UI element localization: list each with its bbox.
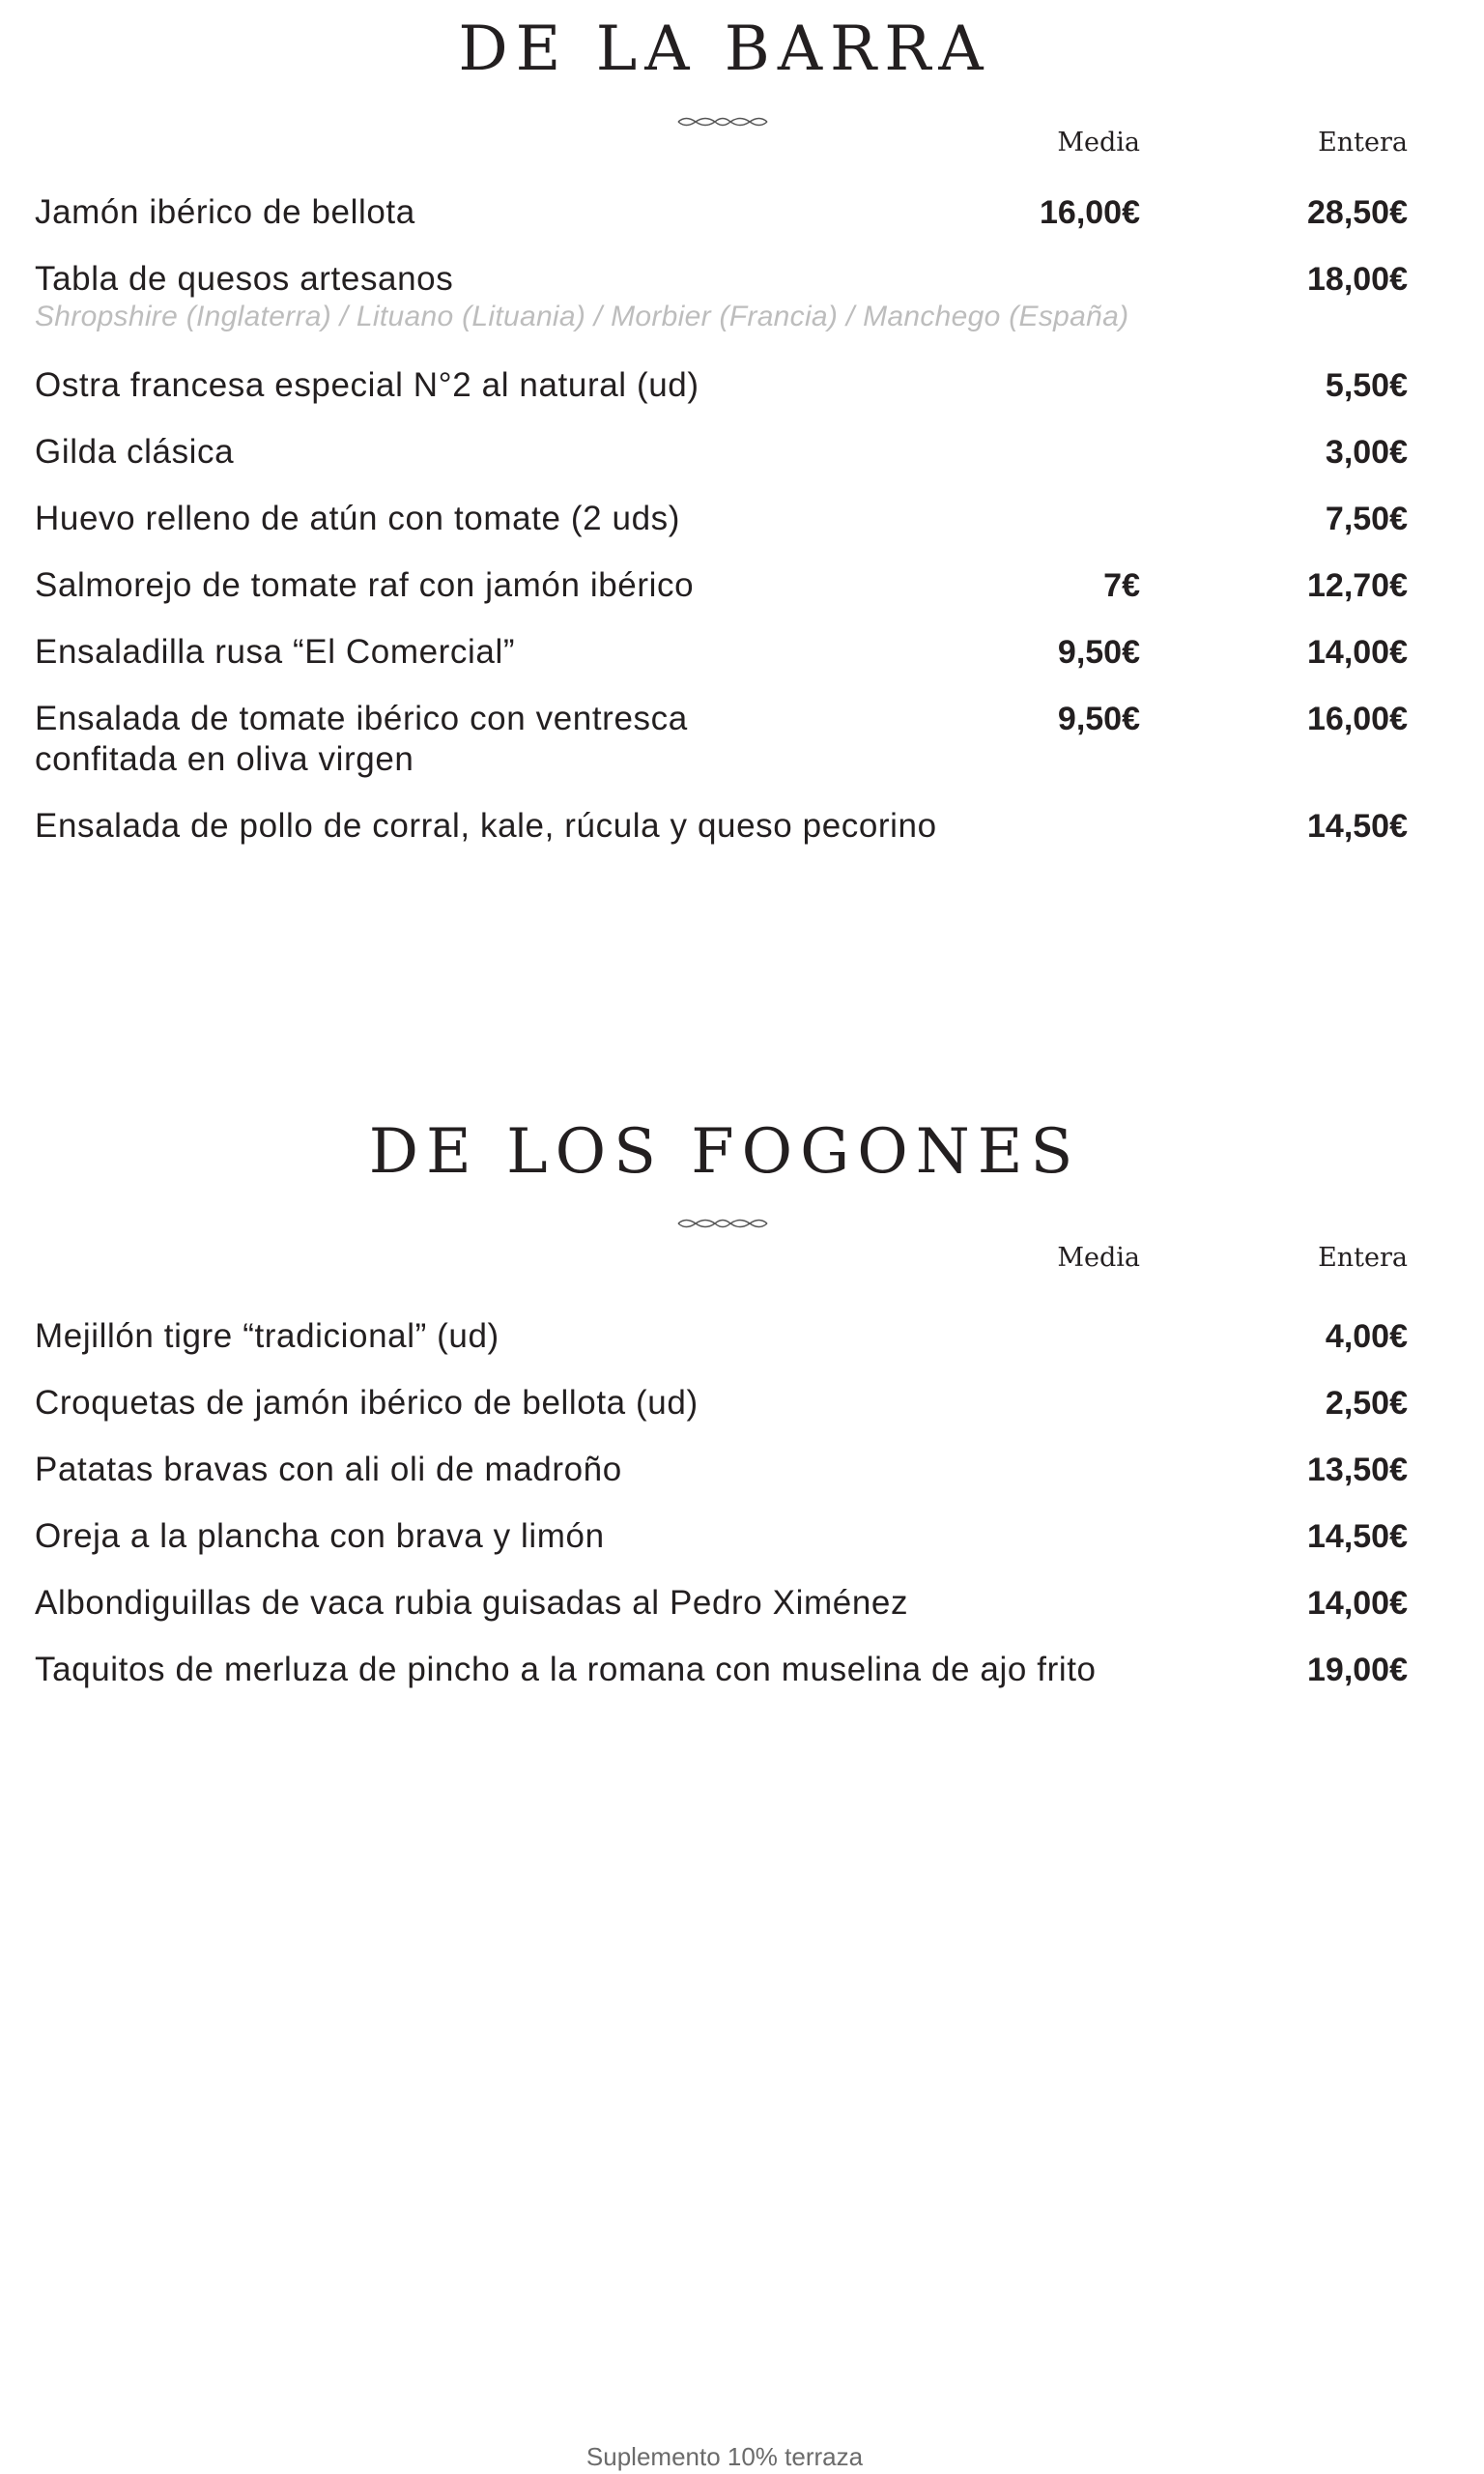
dish-name: Jamón ibérico de bellota <box>35 193 415 231</box>
dish-name: Ensalada de pollo de corral, kale, rúcula y queso pecorino <box>35 807 937 845</box>
dish-name: Tabla de quesos artesanos <box>35 260 454 298</box>
dish-name: Ostra francesa especial N°2 al natural (ud) <box>35 366 699 404</box>
dish-name: Taquitos de merluza de pincho a la romana con muselina de ajo frito <box>35 1651 1097 1688</box>
dish-name: Albondiguillas de vaca rubia guisadas al Pedro Ximénez <box>35 1584 909 1622</box>
footer-note: Suplemento 10% terraza <box>585 2442 864 2471</box>
dish-name: Ensaladilla rusa “El Comercial” <box>35 633 516 671</box>
section-title: DE LA BARRA <box>458 14 991 85</box>
price-entera: 14,00€ <box>1307 1585 1408 1622</box>
column-header-media: Media <box>1057 128 1140 158</box>
section-title: DE LOS FOGONES <box>368 1116 1081 1188</box>
price-media: 16,00€ <box>1040 194 1140 231</box>
ornament-divider-icon <box>676 112 769 131</box>
dish-name-continuation: confitada en oliva virgen <box>35 740 414 778</box>
dish-name: Salmorejo de tomate raf con jamón ibérico <box>35 566 695 604</box>
price-entera: 19,00€ <box>1307 1652 1408 1688</box>
dish-name: Gilda clásica <box>35 433 235 471</box>
dish-description: Shropshire (Inglaterra) / Lituano (Lituania) / Morbier (Francia) / Manchego (España) <box>35 301 1129 332</box>
price-entera: 7,50€ <box>1325 501 1408 537</box>
column-header-entera: Entera <box>1318 1243 1408 1273</box>
price-entera: 14,00€ <box>1307 634 1408 671</box>
dish-name: Huevo relleno de atún con tomate (2 uds) <box>35 500 680 537</box>
dish-name: Ensalada de tomate ibérico con ventresca <box>35 700 688 737</box>
column-header-media: Media <box>1057 1243 1140 1273</box>
dish-name: Oreja a la plancha con brava y limón <box>35 1517 605 1555</box>
price-entera: 28,50€ <box>1307 194 1408 231</box>
price-entera: 16,00€ <box>1307 701 1408 737</box>
column-header-entera: Entera <box>1318 128 1408 158</box>
price-media: 7€ <box>1103 567 1140 604</box>
price-entera: 12,70€ <box>1307 567 1408 604</box>
price-entera: 13,50€ <box>1307 1452 1408 1488</box>
dish-name: Mejillón tigre “tradicional” (ud) <box>35 1317 499 1355</box>
dish-name: Patatas bravas con ali oli de madroño <box>35 1451 622 1488</box>
price-media: 9,50€ <box>1057 634 1140 671</box>
price-entera: 14,50€ <box>1307 1518 1408 1555</box>
price-entera: 2,50€ <box>1325 1385 1408 1422</box>
price-entera: 3,00€ <box>1325 434 1408 471</box>
price-entera: 4,00€ <box>1325 1318 1408 1355</box>
ornament-divider-icon <box>676 1214 769 1233</box>
price-media: 9,50€ <box>1057 701 1140 737</box>
dish-name: Croquetas de jamón ibérico de bellota (ud) <box>35 1384 699 1422</box>
price-entera: 5,50€ <box>1325 367 1408 404</box>
price-entera: 14,50€ <box>1307 808 1408 845</box>
price-entera: 18,00€ <box>1307 261 1408 298</box>
